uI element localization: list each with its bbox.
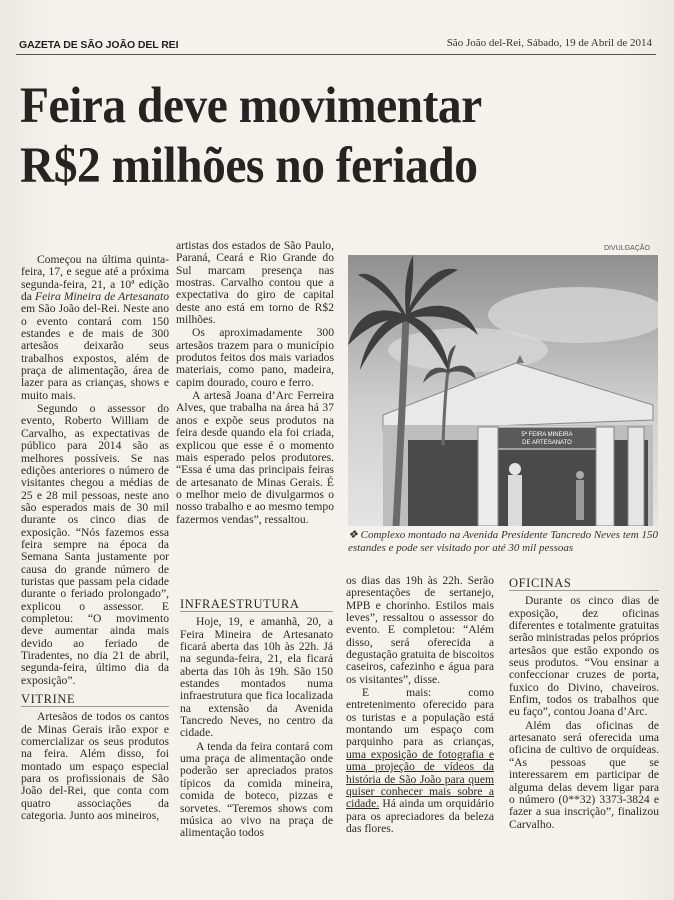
article-column-3	[180, 592, 333, 840]
section-header: GAZETA DE SÃO JOÃO DEL REI	[19, 39, 179, 51]
subheading-oficinas: OFICINAS	[509, 577, 659, 591]
article-column-1	[21, 254, 169, 822]
paragraph: Artesãos de todos os cantos de Minas Gerais irão expor e comercializar os seus produtos na feira. Além disso, foi montado um espaço especial para os profissionais de São João del-Rei, que conta com quatro associações da categoria. Junto aos mineiros,	[21, 710, 169, 823]
banner-text-2: DE ARTESANATO	[522, 440, 572, 446]
paragraph: Os aproximadamente 300 artesãos trazem para o município produtos feitos dos mais variados materiais, como pano, madeira, capim dourado, couro e ferro.	[176, 326, 334, 389]
subheading-vitrine: VITRINE	[21, 693, 169, 707]
headline	[20, 76, 615, 196]
article-column-2	[176, 240, 334, 526]
text-run: Há ainda um orquidário para os apreciadores da beleza das flores.	[346, 797, 494, 835]
text-run: E mais: como entretenimento oferecido para os turistas e a população está montando um espaço com parquinho para as crianças,	[346, 686, 494, 749]
photo-caption: ❖ Complexo montado na Avenida Presidente Tancredo Neves tem 150 estandes e pode ser visitado por até 30 mil pessoas	[348, 529, 658, 554]
paragraph: A artesã Joana d’Arc Ferreira Alves, que trabalha na área há 37 anos e expõe seus produtos na feira desde quando ela foi criada, explicou que esse é o momento mais esperado pelos produtores. “Essa é uma das principais feiras de artesanato de Minas Gerais. É o melhor meio de divulgarmos o nosso trabalho e ao mesmo tempo fazermos vendas”, ressaltou.	[176, 389, 334, 526]
paragraph: os dias das 19h às 22h. Serão apresentações de sertanejo, MPB e chorinho. Estilos mais leves”, ressaltou o assessor do evento. E completou: “Além disso, será oferecida a degustação gratuita de biscoitos caseiros, cafezinho e água para os visitantes”, disse.	[346, 574, 494, 686]
headline-line-2: R$2 milhões no feriado	[20, 138, 478, 194]
text-run: Começou na última quinta-feira, 17, e segue até a próxima segunda-feira, 21, a 10ª edição da	[21, 253, 169, 304]
underlined-text: uma exposição de fotografia e uma projeção de vídeos da história de São João para quem quiser conhecer mais sobre a cidade.	[346, 747, 494, 811]
fair-tent-photo	[348, 255, 658, 526]
headline-line-1: Feira deve movimentar	[20, 78, 482, 134]
paragraph: Segundo o assessor do evento, Roberto William de Carvalho, as expectativas de público para 2014 são as melhores possíveis. Se nas edições anteriores o número de visitantes chegou a médias de 25 e 28 mil pessoas, neste ano são esperados mais de 30 mil durante os cinco dias de exposição. “Nós fazemos essa feira sempre na época da Semana Santa justamente por causa do grande número de turistas que passam pela cidade durante o feriado prolongado”, explicou o assessor. E completou: “O movimento deve aumentar ainda mais devido ao feriado de Tiradentes, no dia 21 de abril, segunda-feira, último dia da exposição”.	[21, 402, 169, 687]
text-run: em São João del-Rei. Neste ano o evento contará com 150 estandes e de mais de 300 artesãos deixarão seus trabalhos expostos, além de praça de alimentação, área de lazer para as crianças, shows e muito mais.	[21, 302, 169, 402]
paragraph	[346, 687, 494, 835]
dateline: São João del-Rei, Sábado, 19 de Abril de 2014	[446, 37, 652, 49]
banner-text-1: 5ª FEIRA MINEIRA	[521, 432, 573, 438]
article-column-5	[509, 571, 659, 831]
header-divider	[16, 54, 656, 55]
subheading-infraestrutura: INFRAESTRUTURA	[180, 598, 333, 612]
paragraph: Além das oficinas de artesanato será oferecida uma oficina de cultivo de orquídeas. “As pessoas que se interessarem em participar de alguma delas devem ligar para o número (0**32) 3373-3824 e fazer a sua inscrição”, finalizou Carvalho.	[509, 718, 659, 831]
paragraph: artistas dos estados de São Paulo, Paraná, Ceará e Rio Grande do Sul marcam presença nas mostras. Carvalho contou que a expectativa do giro de capital deste ano está em torno de R$2 milhões.	[176, 239, 334, 327]
article-photo	[348, 255, 658, 526]
photo-credit: DIVULGAÇÃO	[604, 245, 650, 252]
paragraph	[21, 254, 169, 402]
paragraph: Hoje, 19, e amanhã, 20, a Feira Mineira de Artesanato ficará aberta das 10h às 22h. Já na segunda-feira, 21, ela ficará aberta das 10h às 19h. São 150 estandes montados numa infraestrutura que fica localizada na extensão da Avenida Tancredo Neves, no centro da cidade.	[180, 615, 333, 740]
paragraph: Durante os cinco dias de exposição, dez oficinas diferentes e totalmente gratuitas serão ministradas pelos próprios artesãos que estão expondo os seus produtos. “Vou ensinar a confeccionar cruzes de porta, fuxico do Divino, chaveiros. Enfim, todos os trabalhos que eu faço”, contou Joana d’Arc.	[509, 594, 659, 719]
article-column-4	[346, 575, 494, 835]
event-name: Feira Mineira de Artesanato	[35, 290, 170, 304]
paragraph: A tenda da feira contará com uma praça de alimentação onde poderão ser apreciados pratos típicos da comida mineira, comida de boteco, pizzas e sorvetes. “Teremos shows com música ao vivo na praça de alimentação todos	[180, 739, 333, 840]
